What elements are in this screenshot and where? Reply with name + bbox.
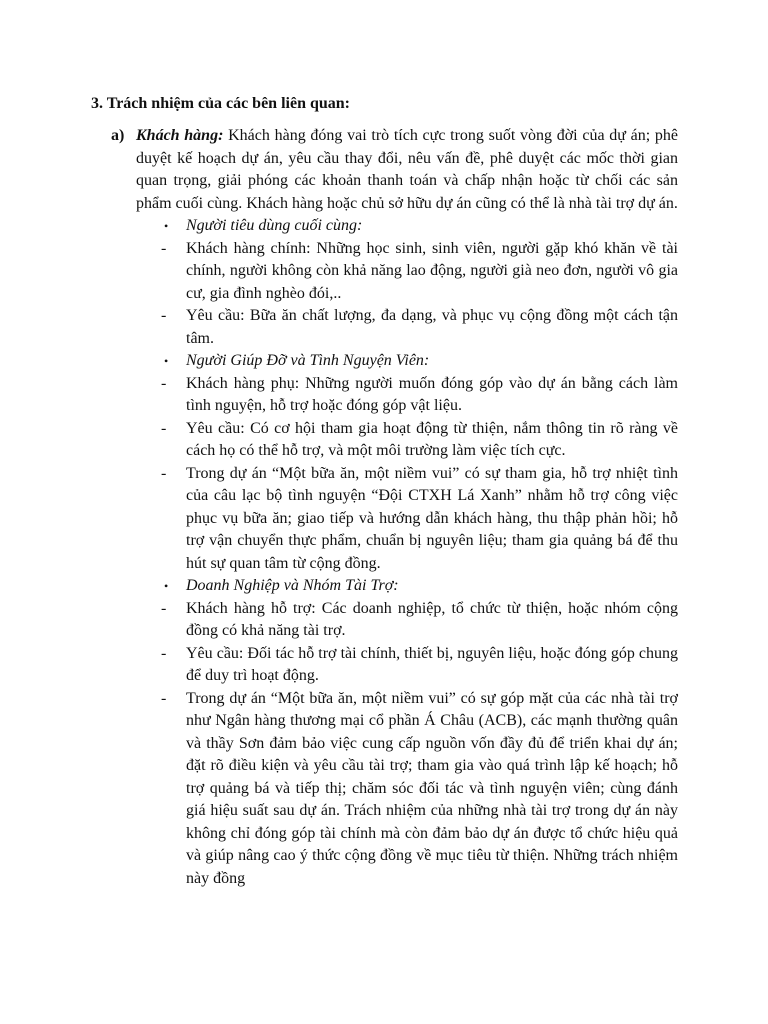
list-item-text: Người tiêu dùng cuối cùng: <box>186 217 363 234</box>
dash-marker: - <box>161 689 167 707</box>
list-item-text: Doanh Nghiệp và Nhóm Tài Trợ: <box>186 577 399 594</box>
list-item <box>91 238 678 306</box>
bullet-marker: • <box>164 354 169 368</box>
list-item <box>91 643 678 688</box>
bullet-marker: • <box>164 219 169 233</box>
list-item <box>91 688 678 891</box>
item-lead: Khách hàng: <box>136 127 224 144</box>
stakeholder-list <box>91 215 678 890</box>
list-item-text: Khách hàng phụ: Những người muốn đóng góp vào dự án bằng cách làm tình nguyện, hỗ trợ hoặc đóng góp vật liệu. <box>186 374 678 414</box>
dash-marker: - <box>161 464 167 482</box>
list-item-text: Yêu cầu: Đối tác hỗ trợ tài chính, thiết bị, nguyên liệu, hoặc đóng góp chung để duy trì hoạt động. <box>186 644 678 684</box>
list-item <box>91 373 678 418</box>
list-item <box>91 215 678 238</box>
bullet-marker: • <box>164 579 169 593</box>
list-item-text: Trong dự án “Một bữa ăn, một niềm vui” có sự tham gia, hỗ trợ nhiệt tình của câu lạc bộ tình nguyện “Đội CTXH Lá Xanh” nhằm hỗ trợ công việc phục vụ bữa ăn; giao tiếp và hướng dẫn khách hàng, thu thập phản hồi; hỗ trợ vận chuyển thực phẩm, chuẩn bị nguyên liệu; tham gia quảng bá để thu hút sự quan tâm từ cộng đồng. <box>186 464 678 572</box>
dash-marker: - <box>161 419 167 437</box>
section-body <box>91 125 678 890</box>
list-item-text: Yêu cầu: Có cơ hội tham gia hoạt động từ thiện, nắm thông tin rõ ràng về cách họ có thể hỗ trợ, và một môi trường làm việc tích cực. <box>186 419 678 459</box>
section-heading: 3. Trách nhiệm của các bên liên quan: <box>91 95 350 112</box>
list-item <box>91 305 678 350</box>
list-item-text: Người Giúp Đỡ và Tình Nguyện Viên: <box>186 352 430 369</box>
list-item <box>91 575 678 598</box>
list-item <box>91 463 678 576</box>
dash-marker: - <box>161 374 167 392</box>
list-item-customer <box>91 125 678 215</box>
list-item-text: Yêu cầu: Bữa ăn chất lượng, đa dạng, và phục vụ cộng đồng một cách tận tâm. <box>186 307 678 347</box>
list-item-text: Trong dự án “Một bữa ăn, một niềm vui” có sự góp mặt của các nhà tài trợ như Ngân hàng thương mại cổ phần Á Châu (ACB), các mạnh thường quân và thầy Sơn đảm bảo việc cung cấp nguồn vốn đầy đủ để triển khai dự án; đặt rõ điều kiện và yêu cầu tài trợ; tham gia vào quá trình lập kế hoạch; hỗ trợ quảng bá và tiếp thị; chăm sóc đối tác và tình nguyện viên; cùng đánh giá hiệu suất sau dự án. Trách nhiệm của những nhà tài trợ trong dự án này không chỉ đóng góp tài chính mà còn đảm bảo dự án được tổ chức hiệu quả và giúp nâng cao ý thức cộng đồng về mục tiêu từ thiện. Những trách nhiệm này đồng <box>186 689 678 887</box>
list-item <box>91 350 678 373</box>
dash-marker: - <box>161 239 167 257</box>
list-item <box>91 418 678 463</box>
dash-marker: - <box>161 644 167 662</box>
item-marker: a) <box>111 127 125 144</box>
item-text: Khách hàng đóng vai trò tích cực trong suốt vòng đời của dự án; phê duyệt kế hoạch dự án, yêu cầu thay đổi, nêu vấn đề, phê duyệt các mốc thời gian quan trọng, giải phóng các khoản thanh toán và chấp nhận hoặc từ chối các sản phẩm cuối cùng. Khách hàng hoặc chủ sở hữu dự án cũng có thể là nhà tài trợ dự án. <box>136 127 678 212</box>
list-item-text: Khách hàng chính: Những học sinh, sinh viên, người gặp khó khăn về tài chính, người không còn khả năng lao động, người già neo đơn, người vô gia cư, gia đình nghèo đói,.. <box>186 239 678 302</box>
list-item-text: Khách hàng hỗ trợ: Các doanh nghiệp, tổ chức từ thiện, hoặc nhóm cộng đồng có khả năng tài trợ. <box>186 599 678 639</box>
dash-marker: - <box>161 599 167 617</box>
list-item <box>91 598 678 643</box>
dash-marker: - <box>161 307 167 324</box>
